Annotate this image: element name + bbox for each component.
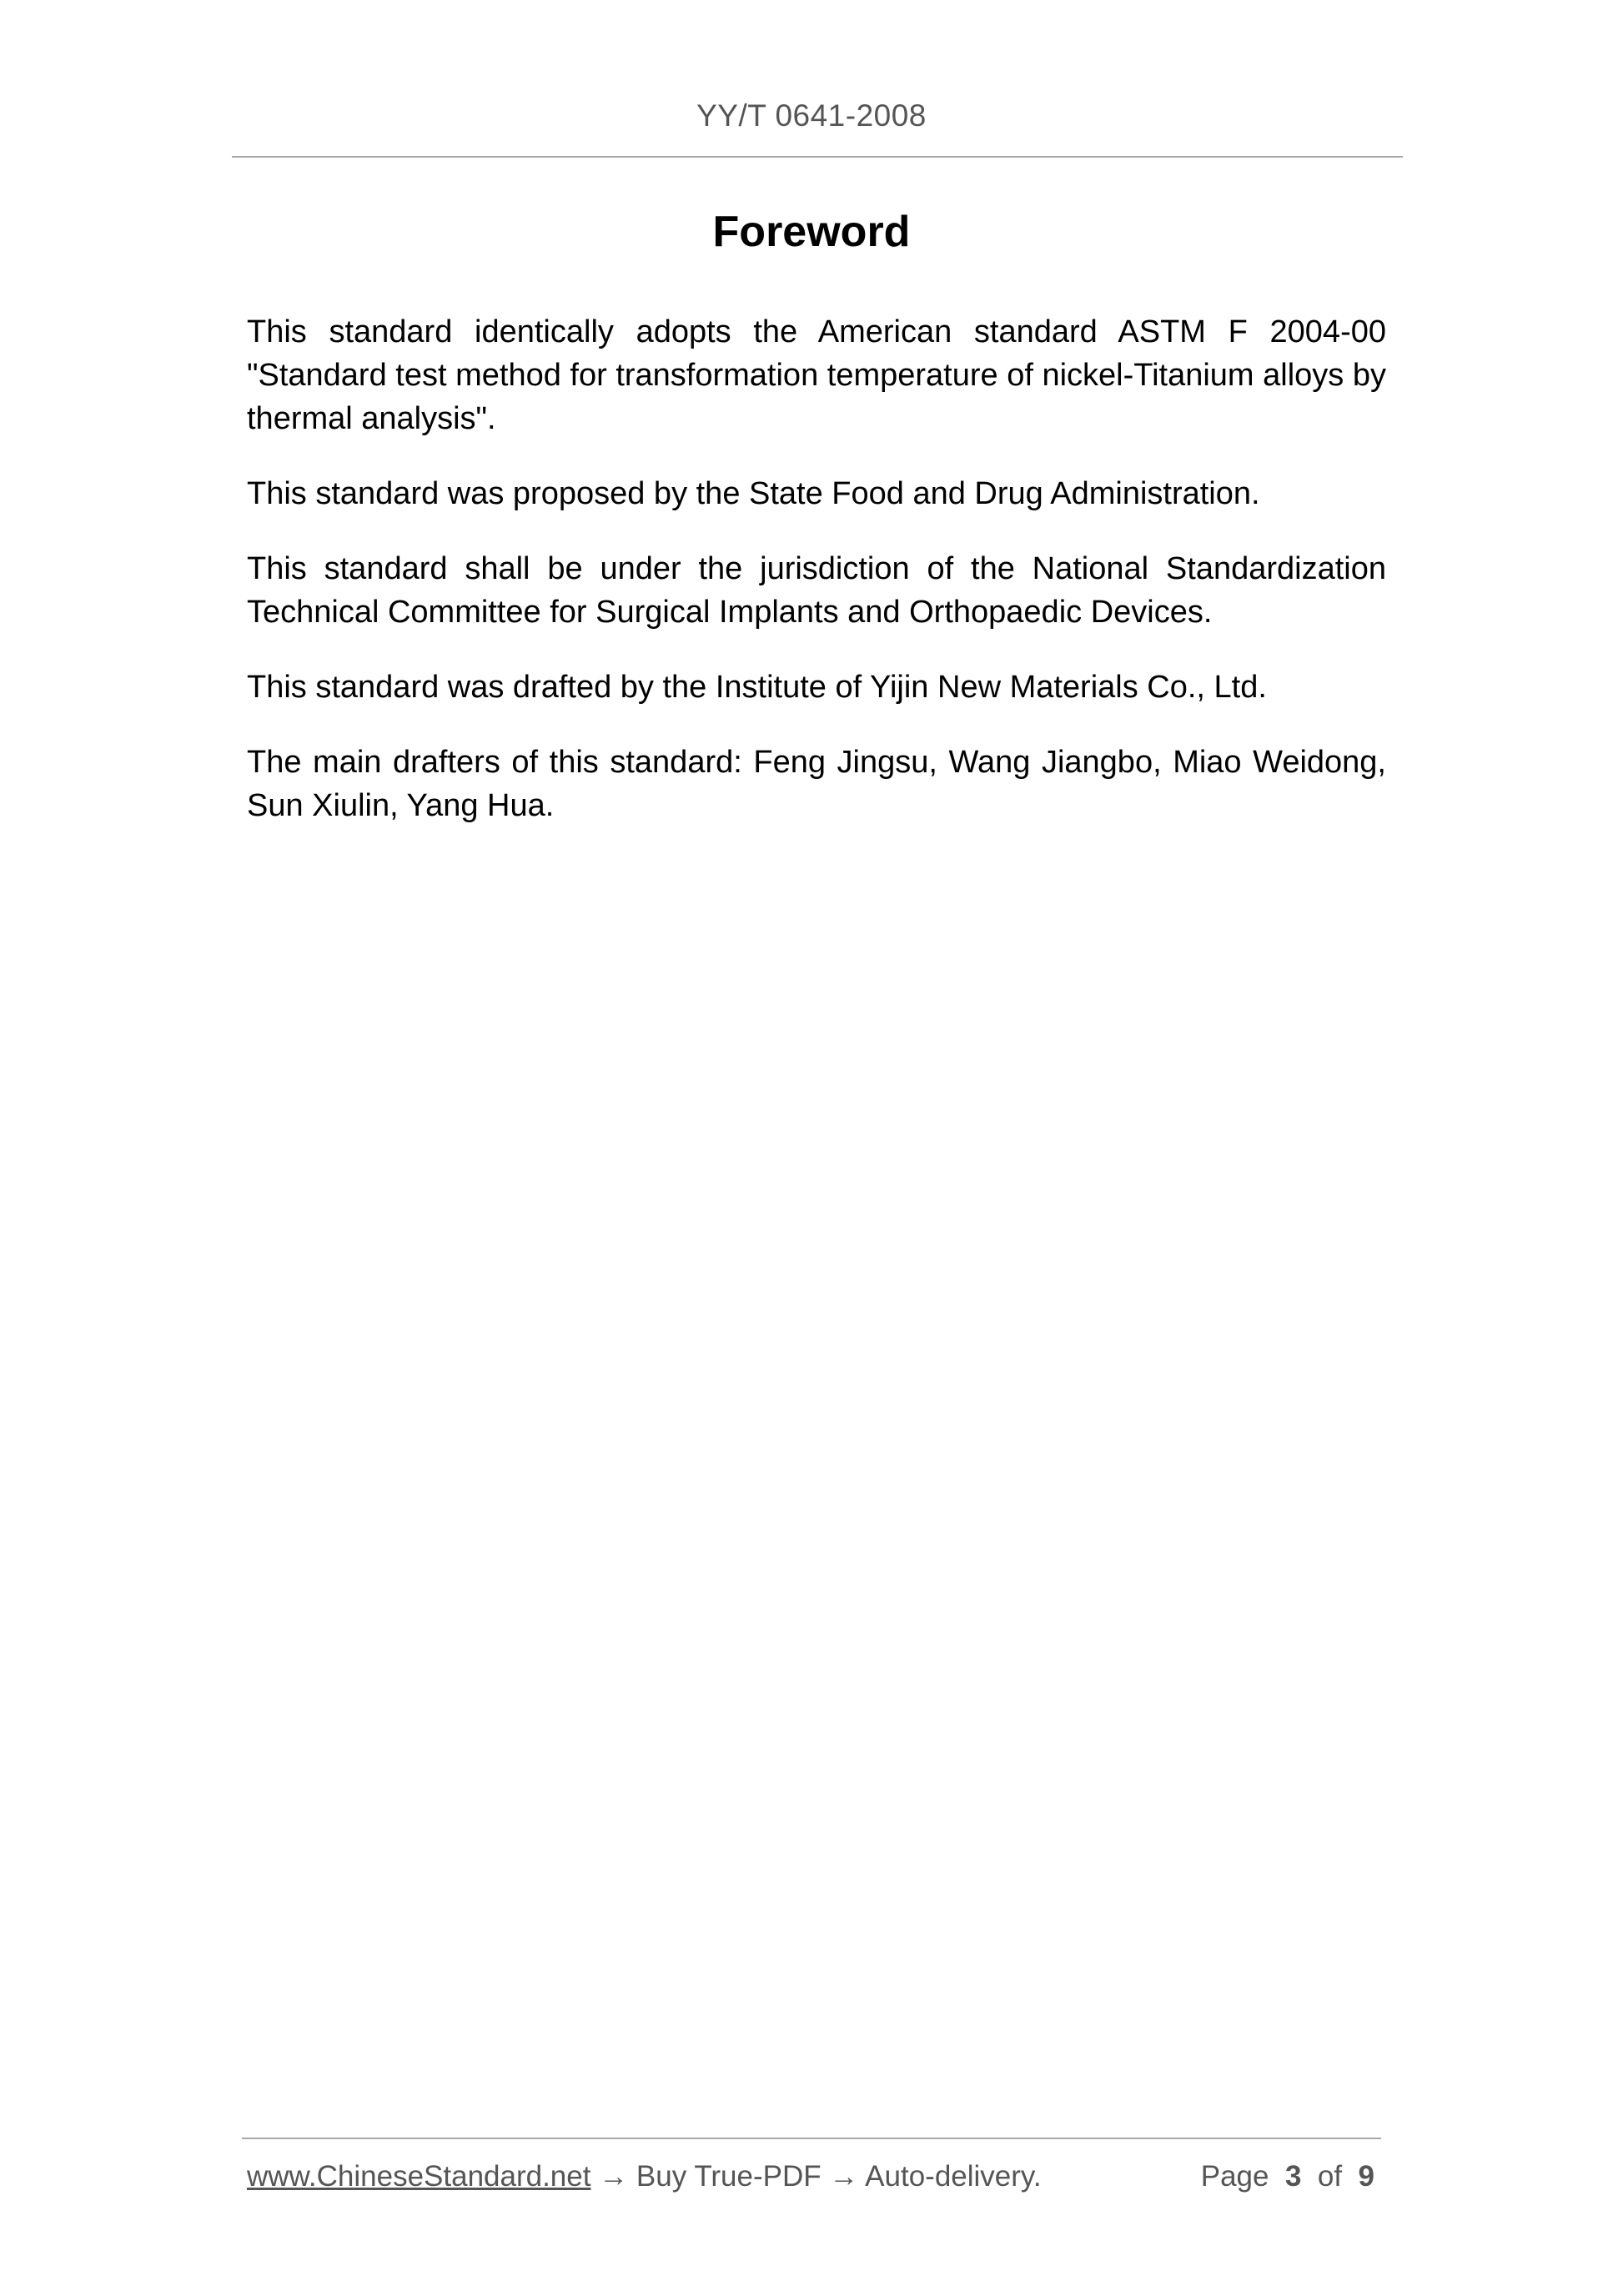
total-pages-number: 9 xyxy=(1358,2160,1374,2193)
page-indicator xyxy=(1201,2160,1374,2193)
paragraph-drafters: The main drafters of this standard: Feng Jingsu, Wang Jiangbo, Miao Weidong, Sun Xiulin, Yang Hua. xyxy=(247,745,1386,823)
of-word: of xyxy=(1317,2160,1343,2193)
document-code: YY/T 0641-2008 xyxy=(696,98,927,133)
footer-promo xyxy=(247,2160,1042,2193)
paragraph-drafted-by: This standard was drafted by the Institute of Yijin New Materials Co., Ltd. xyxy=(247,670,1267,705)
footer-tagline: → Buy True-PDF → Auto-delivery. xyxy=(590,2160,1042,2193)
current-page-number: 3 xyxy=(1284,2160,1302,2193)
paragraph-adoption: This standard identically adopts the American standard ASTM F 2004-00 "Standard test method for transformation temperature of nickel-Titanium alloys by thermal analysis". xyxy=(247,314,1386,436)
foreword-body xyxy=(247,310,1386,859)
website-link[interactable]: www.ChineseStandard.net xyxy=(247,2160,591,2193)
footer-divider xyxy=(242,2138,1381,2139)
page-word: Page xyxy=(1200,2160,1269,2193)
paragraph-proposed-by: This standard was proposed by the State Food and Drug Administration. xyxy=(247,476,1260,511)
paragraph-jurisdiction: This standard shall be under the jurisdiction of the National Standardization Technical Committee for Surgical Implants and Orthopaedic Devices. xyxy=(247,551,1386,630)
header-divider xyxy=(232,156,1403,158)
page-title: Foreword xyxy=(712,208,911,256)
